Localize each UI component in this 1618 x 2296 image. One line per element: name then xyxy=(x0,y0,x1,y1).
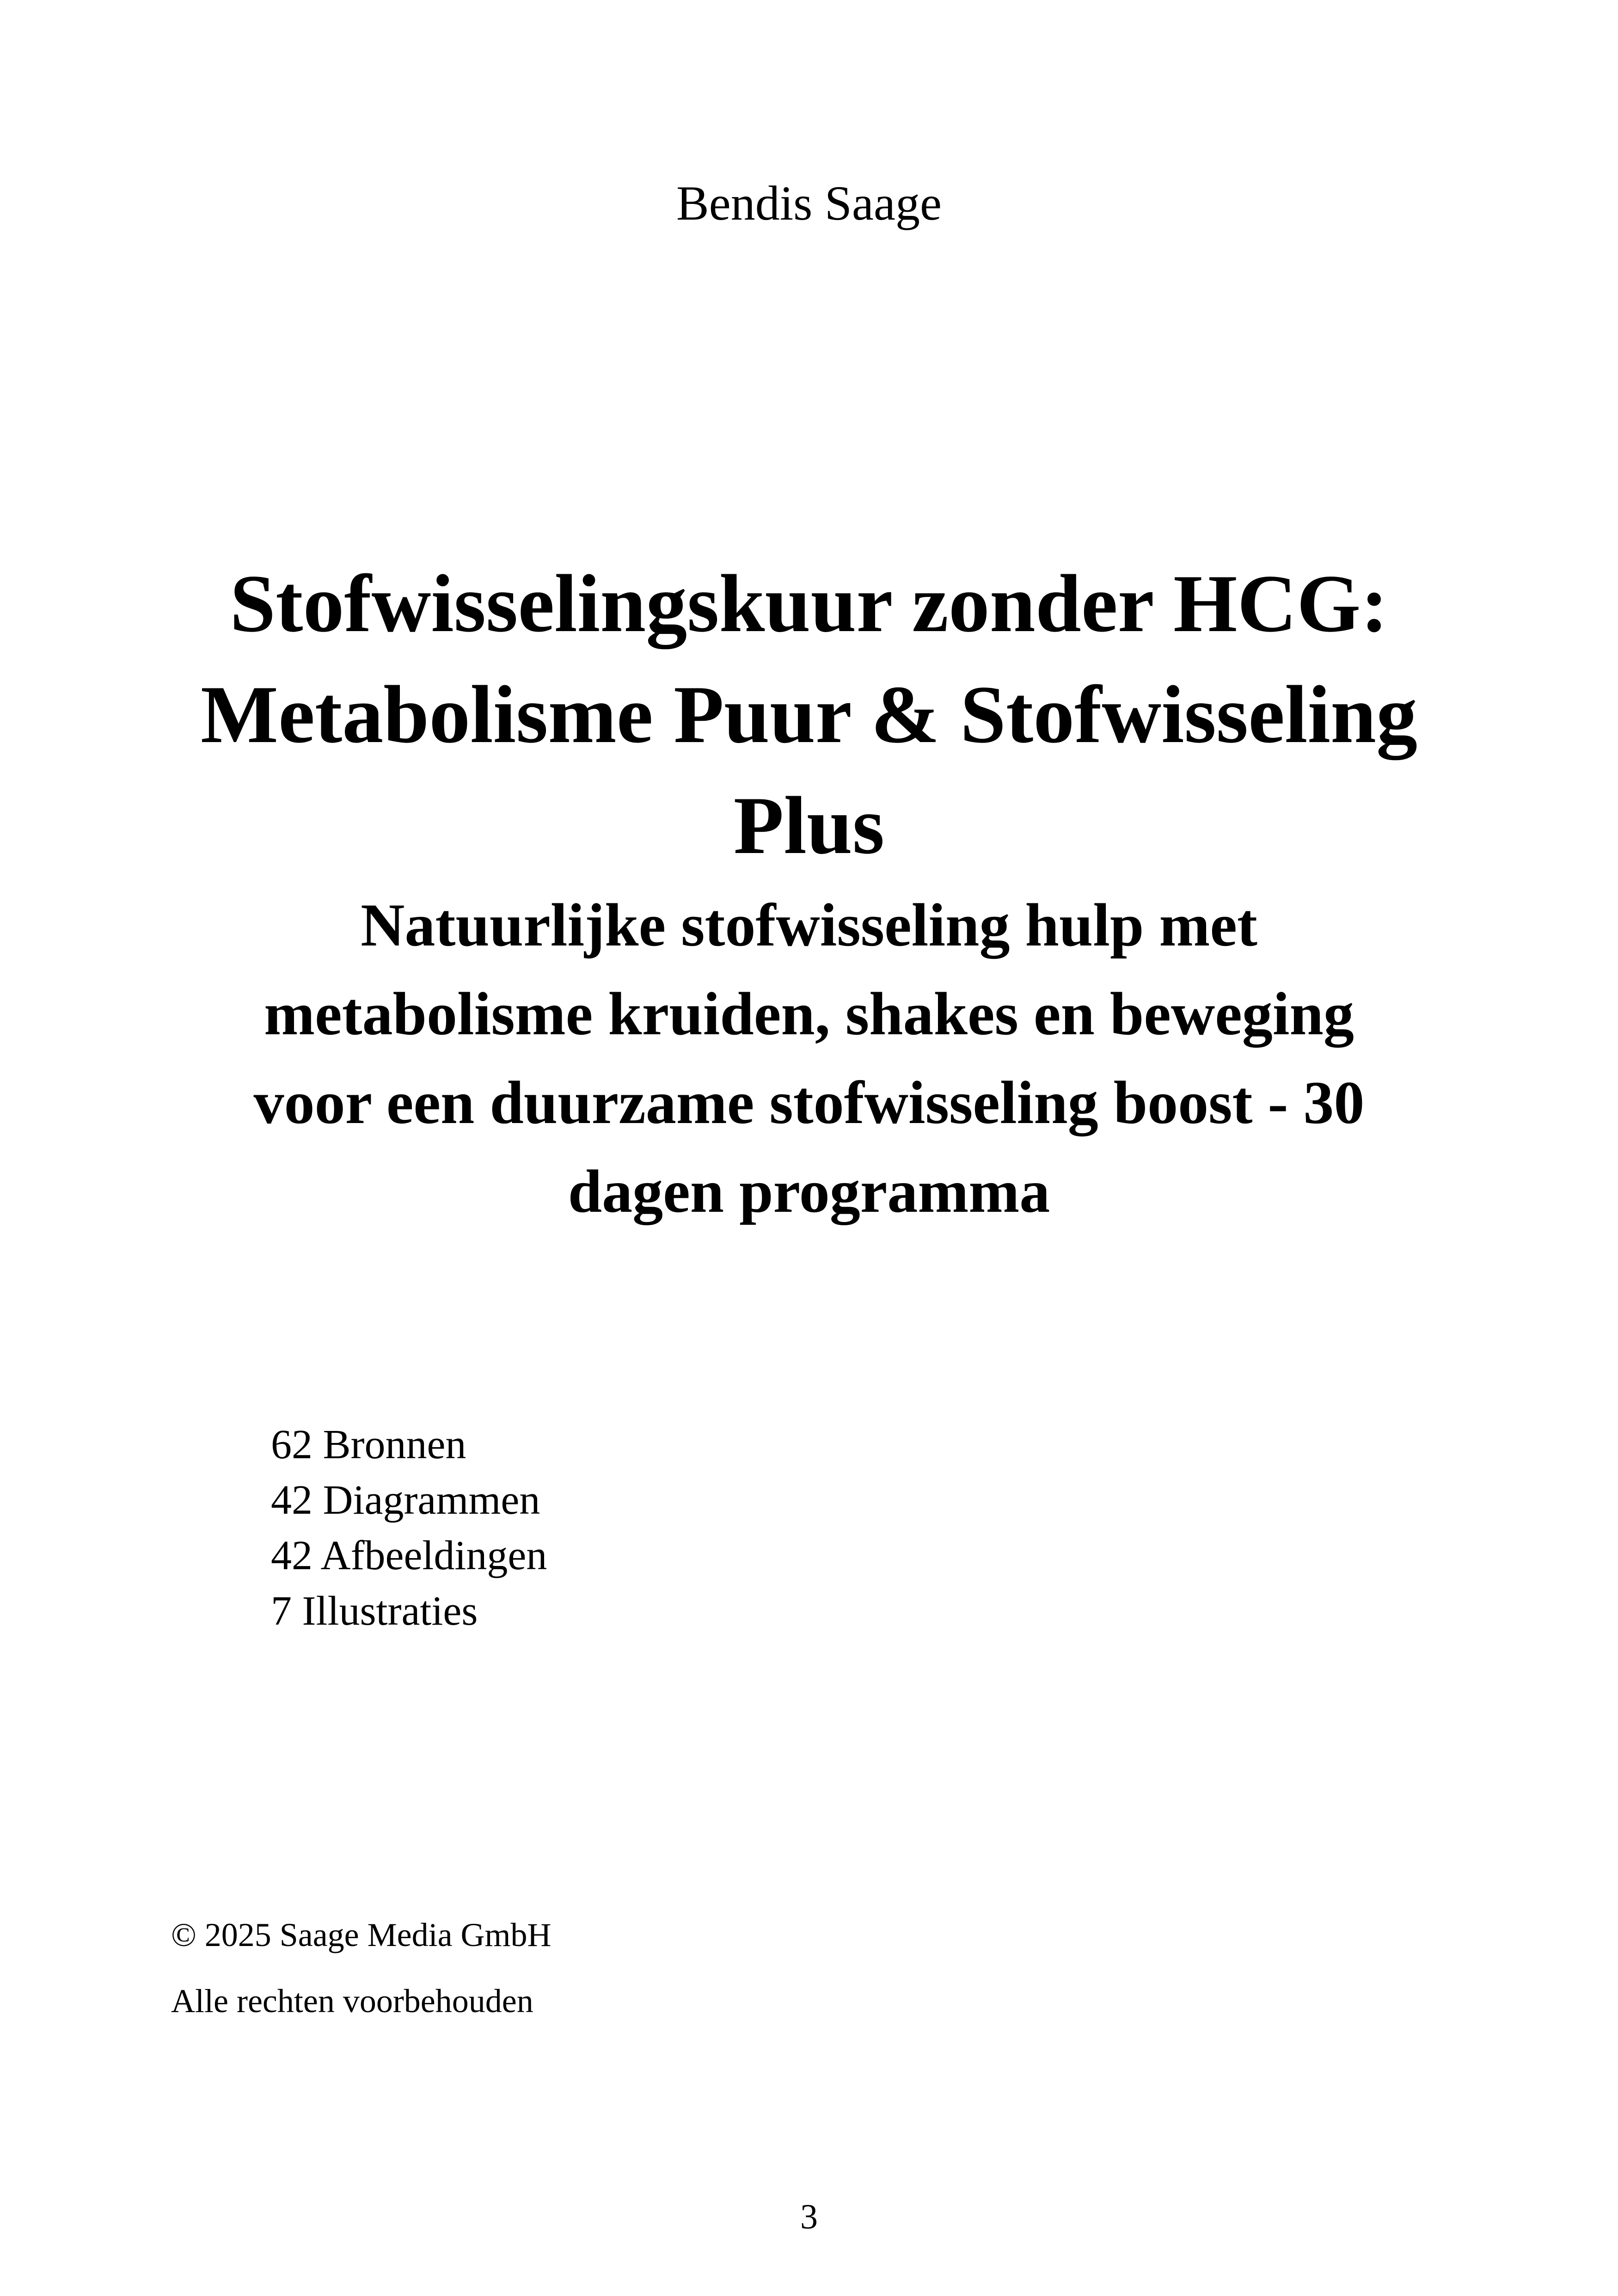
author-name: Bendis Saage xyxy=(676,176,942,230)
stat-images: 42 Afbeeldingen xyxy=(271,1533,547,1578)
content-stats xyxy=(271,1417,547,1639)
copyright-notice: © 2025 Saage Media GmbH xyxy=(171,1916,552,1953)
page-number: 3 xyxy=(800,2198,818,2236)
stat-sources: 62 Bronnen xyxy=(271,1422,466,1467)
book-title: Stofwisselingskuur zonder HCG: Metabolisme Puur & Stofwisseling Plus xyxy=(200,558,1418,871)
rights-notice: Alle rechten voorbehouden xyxy=(171,1983,533,2020)
title-block xyxy=(116,548,1502,1236)
stat-illustrations: 7 Illustraties xyxy=(271,1588,478,1634)
stat-diagrams: 42 Diagrammen xyxy=(271,1477,540,1523)
book-subtitle: Natuurlijke stofwisseling hulp met metabolisme kruiden, shakes en beweging voor een duurzame stofwisseling boost - 30 dagen programma xyxy=(253,891,1365,1225)
